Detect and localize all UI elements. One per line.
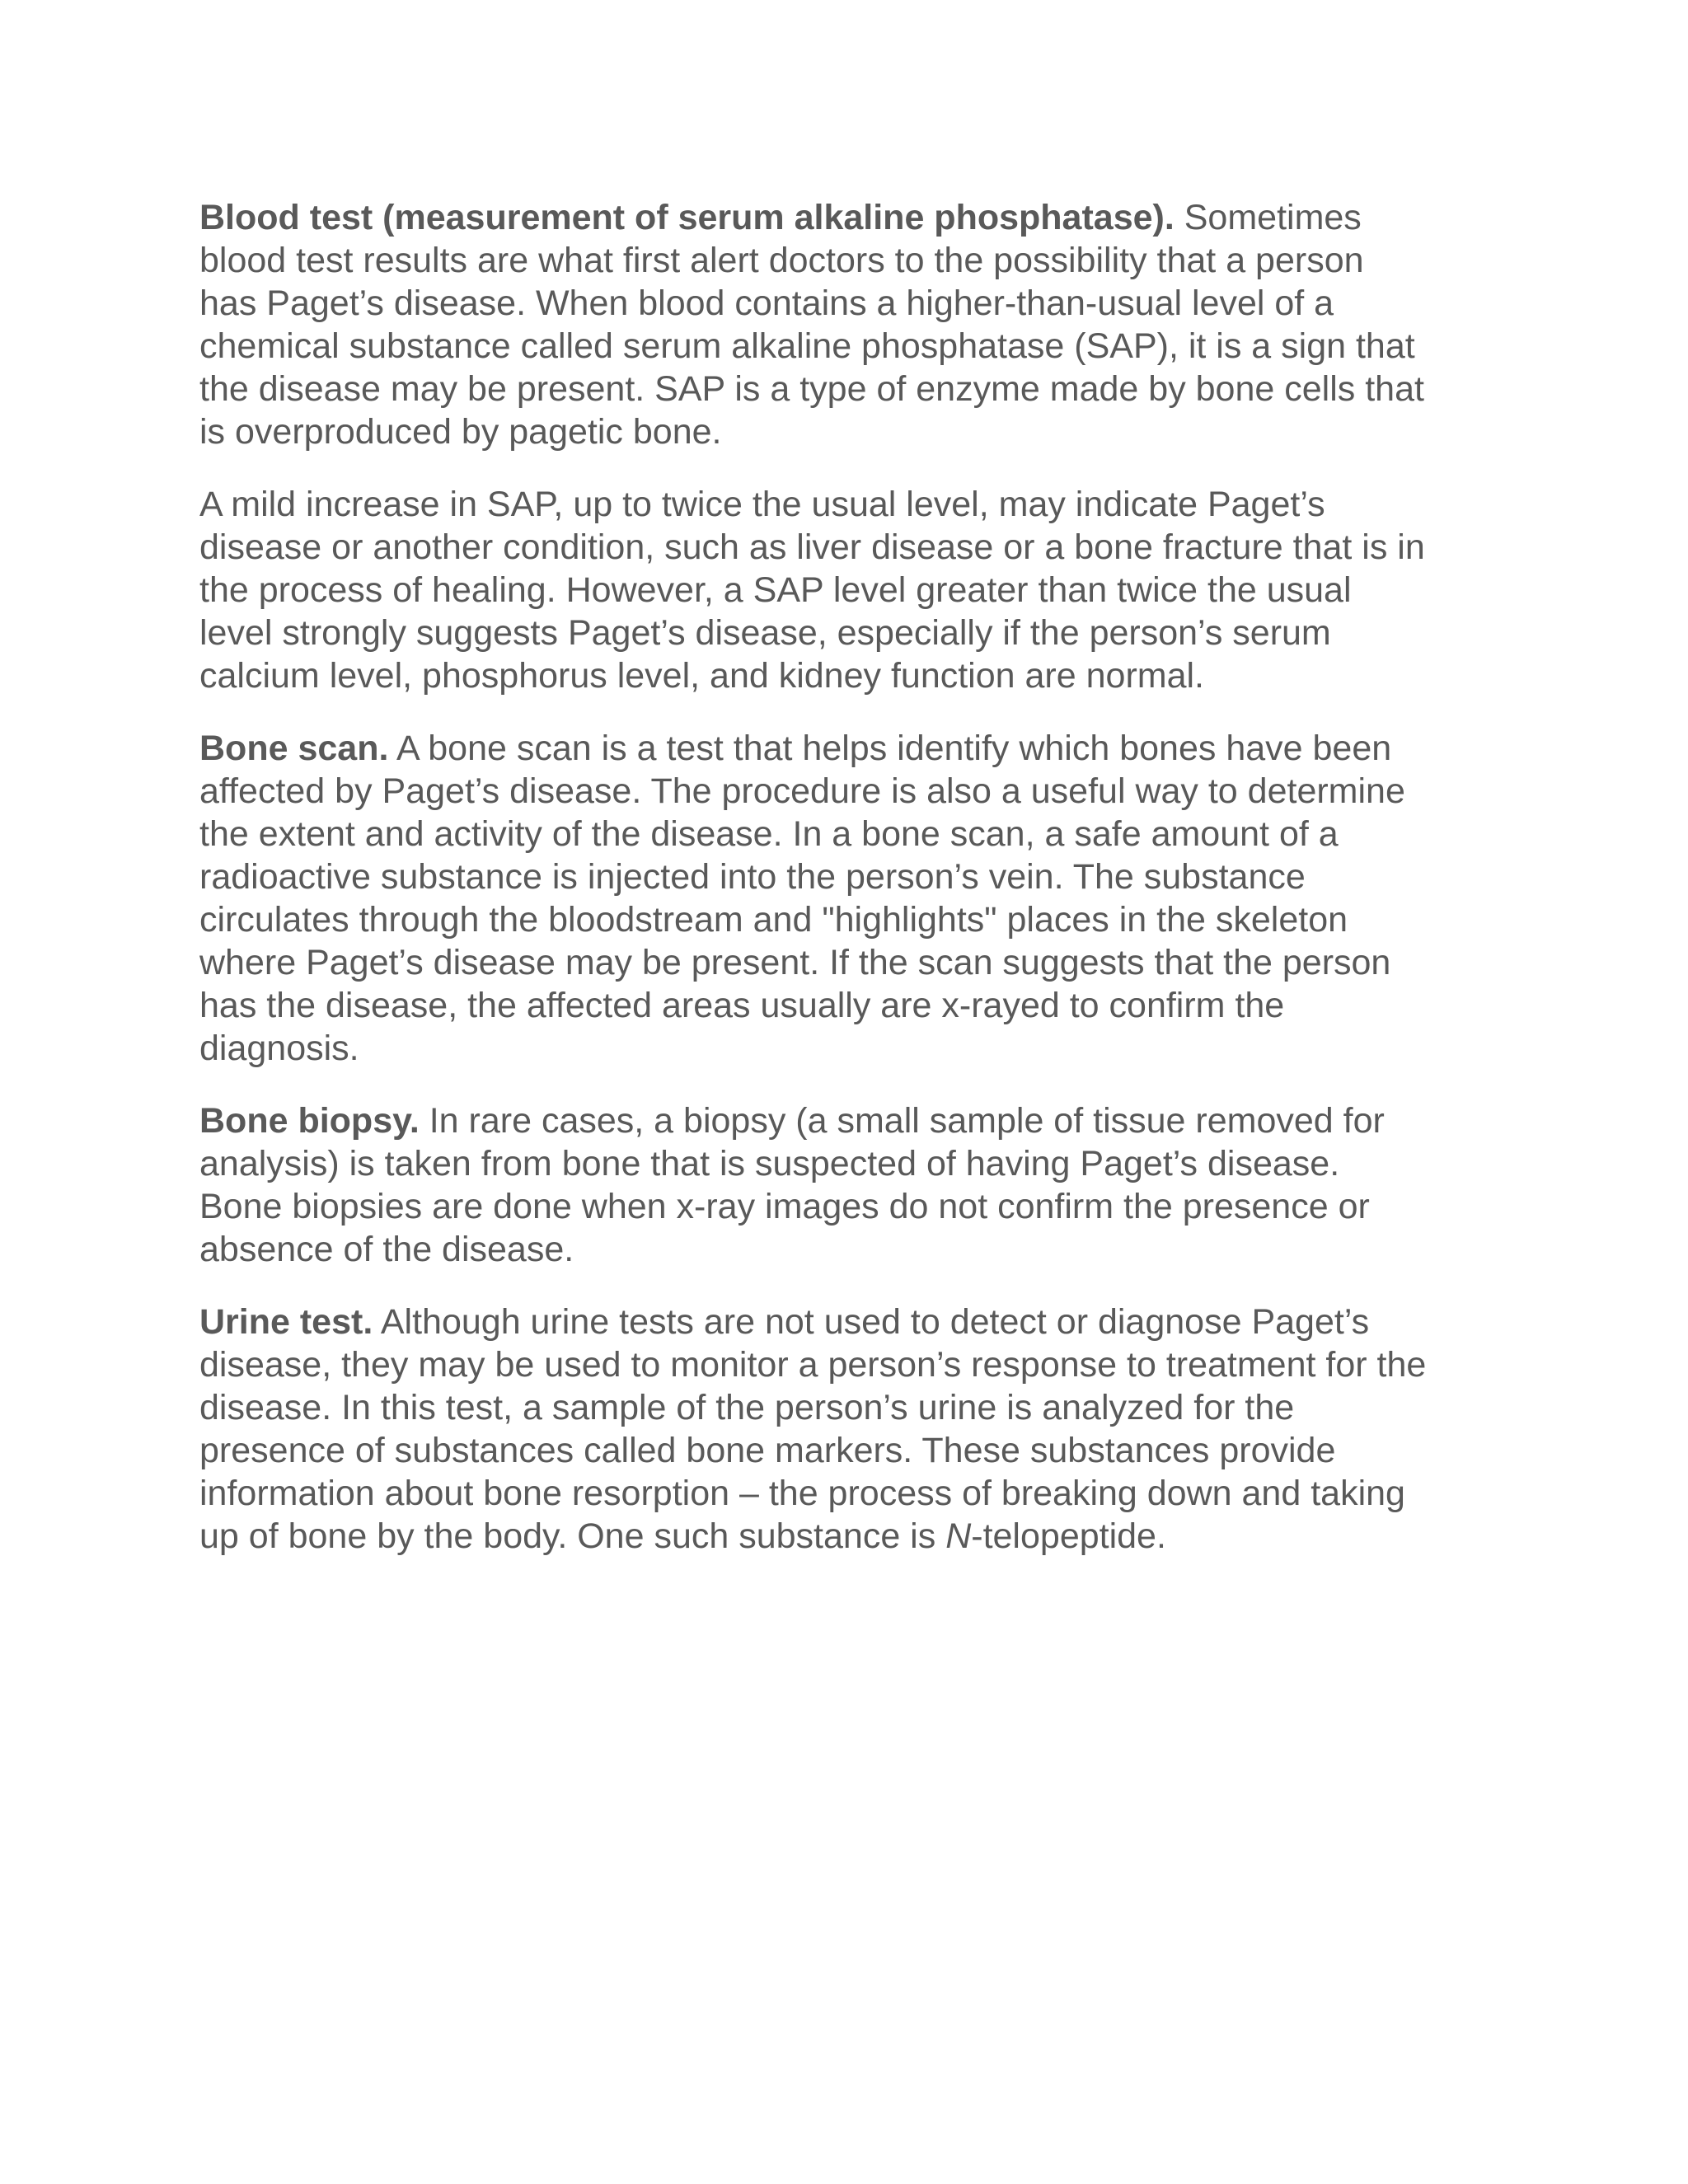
paragraph-sap-increase: A mild increase in SAP, up to twice the usual level, may indicate Paget’s disease or another condition, such as liver disease or a bone fracture that is in the process of healing. However, a SAP level greater than twice the usual level strongly suggests Paget’s disease, especially if the person’s serum calcium level, phosphorus level, and kidney function are normal. [199, 485, 1425, 696]
italic-term-n: N [945, 1516, 972, 1556]
heading-blood-test: Blood test (measurement of serum alkaline phosphatase). [199, 198, 1175, 237]
paragraph-blood-test: Blood test (measurement of serum alkaline phosphatase). Sometimes blood test results are what first alert doctors to the possibility that a person has Paget’s disease. When blood contains a higher-than-usual level of a chemical substance called serum alkaline phosphatase (SAP), it is a sign that the disease may be present. SAP is a type of enzyme made by bone cells that is overproduced by pagetic bone. [199, 198, 1424, 452]
heading-bone-biopsy: Bone biopsy. [199, 1101, 420, 1141]
paragraph-urine-test: Urine test. Although urine tests are not used to detect or diagnose Paget’s disease, they may be used to monitor a person’s response to treatment for the disease. In this test, a sample of the person’s urine is analyzed for the presence of substances called bone markers. These substances provide information about bone resorption – the process of breaking down and taking up of bone by the body. One such substance is N-telopeptide. [199, 1302, 1427, 1556]
heading-urine-test: Urine test. [199, 1302, 373, 1342]
document-body [199, 196, 1502, 1587]
heading-bone-scan: Bone scan. [199, 729, 389, 768]
paragraph-bone-biopsy: Bone biopsy. In rare cases, a biopsy (a small sample of tissue removed for analysis) is taken from bone that is suspected of having Paget’s disease. Bone biopsies are done when x-ray images do not confirm the presence or absence of the disease. [199, 1101, 1385, 1269]
paragraph-bone-scan: Bone scan. A bone scan is a test that helps identify which bones have been affected by Paget’s disease. The procedure is also a useful way to determine the extent and activity of the disease. In a bone scan, a safe amount of a radioactive substance is injected into the person’s vein. The substance circulates through the bloodstream and "highlights" places in the skeleton where Paget’s disease may be present. If the scan suggests that the person has the disease, the affected areas usually are x-rayed to confirm the diagnosis. [199, 729, 1405, 1068]
